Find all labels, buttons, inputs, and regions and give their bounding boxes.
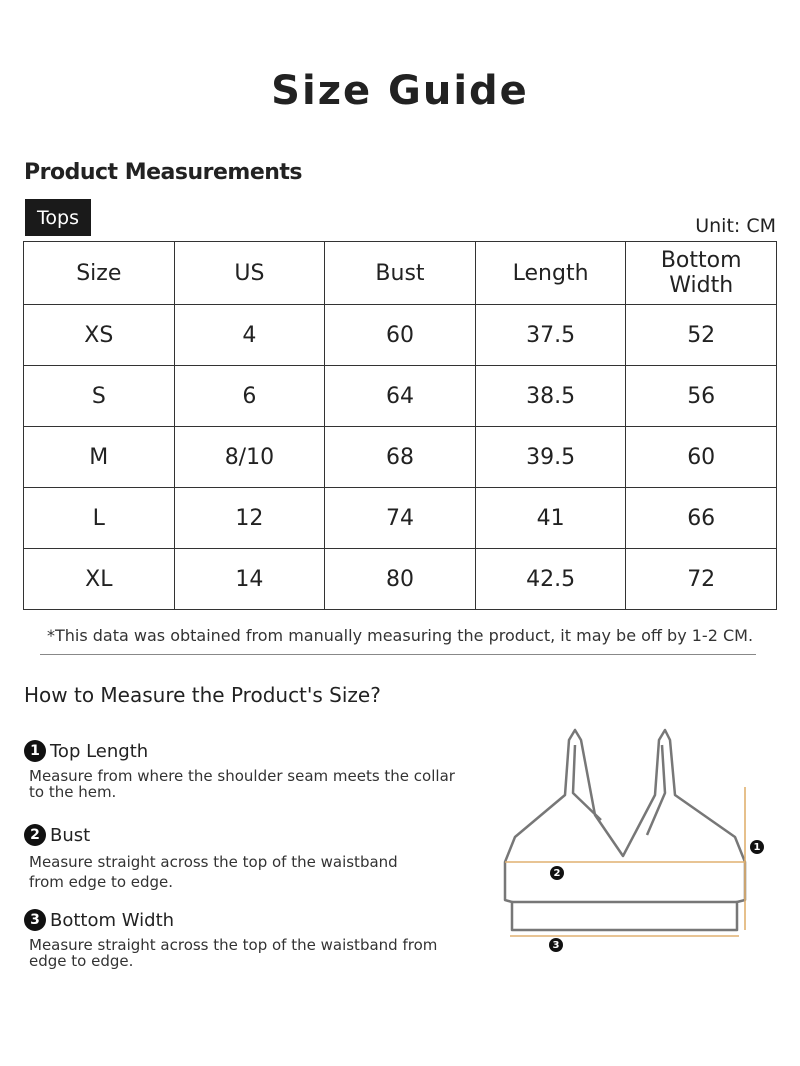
cell-bottom-width: 60 bbox=[626, 427, 777, 488]
garment-diagram bbox=[495, 725, 775, 970]
header-us: US bbox=[174, 242, 325, 305]
cell-length: 38.5 bbox=[475, 366, 626, 427]
cell-bottom-width: 72 bbox=[626, 549, 777, 610]
step-description bbox=[24, 937, 464, 969]
cell-bottom-width: 66 bbox=[626, 488, 777, 549]
cell-bust: 64 bbox=[325, 366, 476, 427]
category-tag: Tops bbox=[25, 199, 91, 236]
cell-bust: 80 bbox=[325, 549, 476, 610]
number-badge-1-icon: 1 bbox=[24, 740, 46, 762]
header-length: Length bbox=[475, 242, 626, 305]
step-description-line: Measure straight across the top of the waistband from bbox=[29, 936, 438, 954]
step-bust bbox=[24, 824, 464, 892]
cell-size: S bbox=[24, 366, 175, 427]
cell-size: L bbox=[24, 488, 175, 549]
step-description-line: edge to edge. bbox=[29, 952, 134, 970]
cell-length: 42.5 bbox=[475, 549, 626, 610]
cell-bust: 60 bbox=[325, 305, 476, 366]
header-size: Size bbox=[24, 242, 175, 305]
step-title-text: Bust bbox=[50, 824, 91, 846]
step-description bbox=[24, 852, 464, 892]
step-description-line: Measure straight across the top of the waistband bbox=[29, 853, 398, 871]
number-badge-3-icon: 3 bbox=[24, 909, 46, 931]
marker-2-icon: 2 bbox=[550, 866, 564, 880]
step-description-line: to the hem. bbox=[29, 783, 117, 801]
cell-us: 14 bbox=[174, 549, 325, 610]
header-bottom-width: Bottom Width bbox=[626, 242, 777, 305]
cell-size: XL bbox=[24, 549, 175, 610]
cell-length: 39.5 bbox=[475, 427, 626, 488]
step-title bbox=[24, 909, 464, 931]
cell-bottom-width: 52 bbox=[626, 305, 777, 366]
step-top-length bbox=[24, 740, 464, 800]
section-heading: Product Measurements bbox=[24, 160, 303, 185]
cell-size: M bbox=[24, 427, 175, 488]
step-title bbox=[24, 824, 464, 846]
step-title-text: Top Length bbox=[50, 740, 149, 762]
table-row bbox=[24, 549, 777, 610]
cell-us: 8/10 bbox=[174, 427, 325, 488]
bra-top-outline-icon bbox=[495, 725, 775, 970]
marker-1-icon: 1 bbox=[750, 840, 764, 854]
how-to-heading: How to Measure the Product's Size? bbox=[24, 683, 381, 707]
table-header-row bbox=[24, 242, 777, 305]
step-bottom-width bbox=[24, 909, 464, 969]
table-row bbox=[24, 366, 777, 427]
cell-length: 41 bbox=[475, 488, 626, 549]
page-title: Size Guide bbox=[271, 68, 529, 114]
cell-bust: 68 bbox=[325, 427, 476, 488]
step-title bbox=[24, 740, 464, 762]
measurement-note: *This data was obtained from manually measuring the product, it may be off by 1-2 CM. bbox=[46, 626, 754, 645]
cell-us: 12 bbox=[174, 488, 325, 549]
table-row bbox=[24, 427, 777, 488]
step-description bbox=[24, 768, 464, 800]
header-bust: Bust bbox=[325, 242, 476, 305]
unit-label: Unit: CM bbox=[695, 215, 776, 237]
cell-us: 4 bbox=[174, 305, 325, 366]
step-title-text: Bottom Width bbox=[50, 909, 175, 931]
cell-us: 6 bbox=[174, 366, 325, 427]
table-row bbox=[24, 305, 777, 366]
size-table bbox=[23, 241, 777, 610]
number-badge-2-icon: 2 bbox=[24, 824, 46, 846]
marker-3-icon: 3 bbox=[549, 938, 563, 952]
cell-bottom-width: 56 bbox=[626, 366, 777, 427]
cell-length: 37.5 bbox=[475, 305, 626, 366]
table-row bbox=[24, 488, 777, 549]
cell-size: XS bbox=[24, 305, 175, 366]
cell-bust: 74 bbox=[325, 488, 476, 549]
step-description-line: Measure from where the shoulder seam meets the collar bbox=[29, 767, 455, 785]
divider bbox=[40, 654, 756, 655]
step-description-line: from edge to edge. bbox=[29, 873, 174, 891]
